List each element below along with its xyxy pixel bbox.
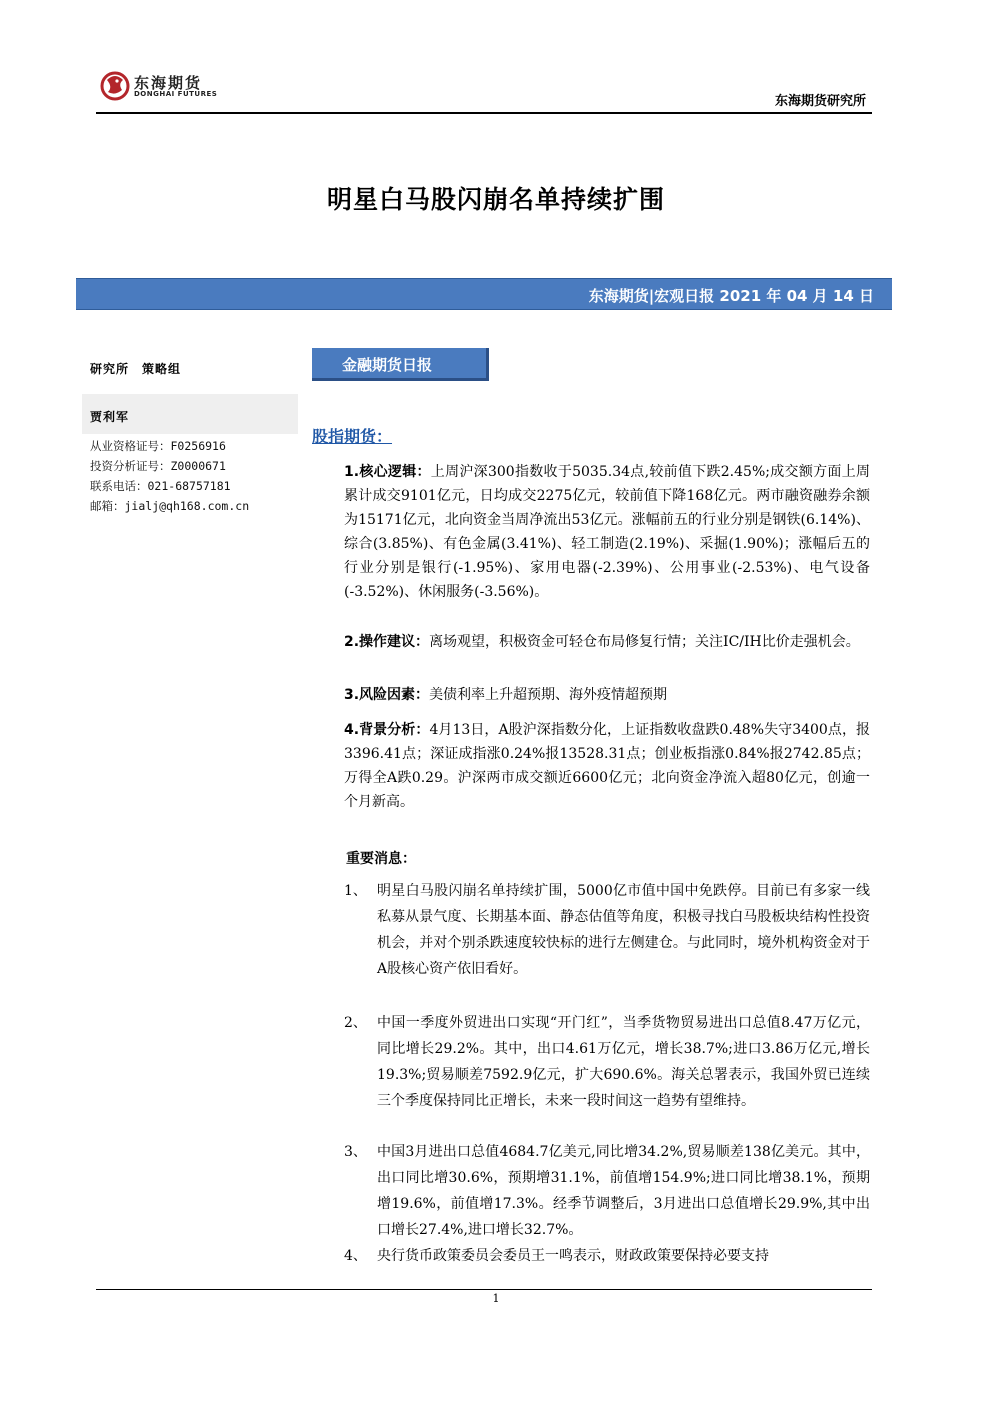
report-banner <box>76 278 892 310</box>
analyst-name: 贾利军 <box>90 410 130 424</box>
news-text: 央行货币政策委员会委员王一鸣表示，财政政策要保持必要支持 <box>377 1248 769 1264</box>
point-label: 3.风险因素： <box>344 687 430 703</box>
point-text: 4月13日，A股沪深指数分化，上证指数收盘跌0.48%失守3400点，报3396.41点；深证成指涨0.24%报13528.31点；创业板指涨0.84%报2742.85点；万得全A跌0.29。沪深两市成交额近6600亿元；北向资金净流入超80亿元，创逾一个月新高。 <box>344 722 871 810</box>
point-text: 离场观望，积极资金可轻仓布局修复行情；关注IC/IH比价走强机会。 <box>429 634 860 650</box>
report-category-tag <box>312 348 489 381</box>
report-title: 明星白马股闪崩名单持续扩围 <box>326 185 665 214</box>
department-label: 研究所 策略组 <box>90 362 182 376</box>
news-text: 中国3月进出口总值4684.7亿美元,同比增34.2%,贸易顺差138亿美元。其中，出口同比增30.6%，预期增31.1%，前值增154.9%;进口同比增38.1%，预期增19.6%，前值增17.3%。经季节调整后，3月进出口总值增长29.9%,其中出口增长27.4%,进口增长32.7%。 <box>377 1144 870 1238</box>
news-number: 4、 <box>344 1248 367 1264</box>
news-text: 明星白马股闪崩名单持续扩围，5000亿市值中国中免跌停。目前已有多家一线私募从景气度、长期基本面、静态估值等角度，积极寻找白马股板块结构性投资机会，并对个别杀跌速度较快标的进行左侧建仓。与此同时，境外机构资金对于A股核心资产依旧看好。 <box>377 883 870 977</box>
news-number: 2、 <box>344 1015 367 1031</box>
banner-text: 东海期货|宏观日报 2021 年 04 月 14 日 <box>588 287 874 305</box>
point-label: 1.核心逻辑： <box>344 464 431 480</box>
news-heading: 重要消息： <box>346 851 416 867</box>
news-number: 1、 <box>344 883 367 899</box>
core-logic-paragraph <box>344 460 870 604</box>
contact-phone: 联系电话：021-68757181 <box>90 479 231 493</box>
page-header <box>96 62 872 114</box>
background-analysis-paragraph <box>344 718 870 814</box>
dragon-logo-icon <box>98 66 132 106</box>
risk-factors-paragraph <box>344 683 870 707</box>
point-text: 美债利率上升超预期、海外疫情超预期 <box>429 687 668 703</box>
report-category-label: 金融期货日报 <box>342 356 433 374</box>
footer-divider <box>96 1289 872 1290</box>
company-logo <box>98 66 238 106</box>
qualification-number: 从业资格证号：F0256916 <box>90 439 226 453</box>
logo-english-text: DONGHAI FUTURES <box>134 90 218 98</box>
contact-email[interactable]: 邮箱：jialj@qh168.com.cn <box>90 499 250 513</box>
point-label: 4.背景分析： <box>344 722 430 738</box>
point-text: 上周沪深300指数收于5035.34点,较前值下跌2.45%;成交额方面上周累计成交9101亿元，日均成交2275亿元，较前值下降168亿元。两市融资融券余额为15171亿元，北向资金当周净流出53亿元。涨幅前五的行业分别是钢铁(6.14%)、综合(3.85%)、有色金属(3.41%)、轻工制造(2.19%)、采掘(1.90%)；涨幅后五的行业分别是银行(-1.95%)、家用电器(-2.39%)、公用事业(-2.53%)、电气设备(-3.52%)、休闲服务(-3.56%)。 <box>344 464 870 600</box>
analysis-certificate-number: 投资分析证号：Z0000671 <box>90 459 226 473</box>
logo-chinese-text: 东海期货 <box>134 74 203 92</box>
point-label: 2.操作建议： <box>344 634 430 650</box>
operation-advice-paragraph <box>344 630 870 654</box>
news-text: 中国一季度外贸进出口实现“开门红”，当季货物贸易进出口总值8.47万亿元，同比增长29.2%。其中，出口4.61万亿元，增长38.7%;进口3.86万亿元,增长19.3%;贸易顺差7592.9亿元，扩大690.6%。海关总署表示，我国外贸已连续三个季度保持同比正增长，未来一段时间这一趋势有望维持。 <box>377 1015 870 1109</box>
analyst-name-box <box>82 394 298 434</box>
news-number: 3、 <box>344 1144 367 1160</box>
institute-name: 东海期货研究所 <box>774 94 866 109</box>
page-number: 1 <box>492 1292 500 1305</box>
section-heading: 股指期货： <box>312 427 393 446</box>
